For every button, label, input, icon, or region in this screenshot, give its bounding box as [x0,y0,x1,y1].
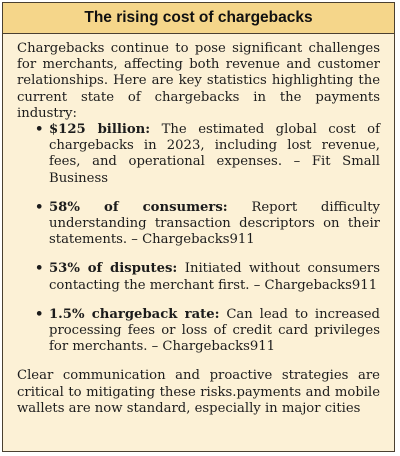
stats-list [17,122,380,355]
stat-text: Report difficulty understanding transaction descriptors on their statements. – Chargebacks911 [49,199,380,248]
closing-paragraph: Clear communication and proactive strategies are critical to mitigating these risks.payments and mobile wallets are now standard, especially in major cities [17,368,380,416]
stat-item [35,199,380,249]
intro-paragraph: Chargebacks continue to pose significant challenges for merchants, affecting both revenue and customer relationships. Here are key statistics highlighting the current state of chargebacks in the payments industry: [17,41,380,121]
stat-item [35,122,380,187]
bullet-icon: • [35,199,44,215]
stat-label: 58% of consumers: [49,199,228,215]
stat-text: Initiated without consumers contacting the merchant first. – Chargebacks911 [49,261,380,293]
bullet-icon: • [35,122,44,138]
bullet-icon: • [35,306,44,322]
sidebar-box [2,2,395,452]
stat-label: $125 billion: [49,122,151,138]
box-title: The rising cost of chargebacks [3,3,394,34]
box-content [3,34,394,417]
stat-text: The estimated global cost of chargebacks in 2023, including lost revenue, fees, and operational expenses. – Fit Small Business [49,122,380,186]
stat-label: 53% of disputes: [49,261,178,277]
stat-item [35,306,380,356]
bullet-icon: • [35,261,44,277]
stat-text: Can lead to increased processing fees or loss of credit card privileges for merchants. – Chargebacks911 [49,306,380,355]
stat-item [35,261,380,293]
stat-label: 1.5% chargeback rate: [49,306,220,322]
